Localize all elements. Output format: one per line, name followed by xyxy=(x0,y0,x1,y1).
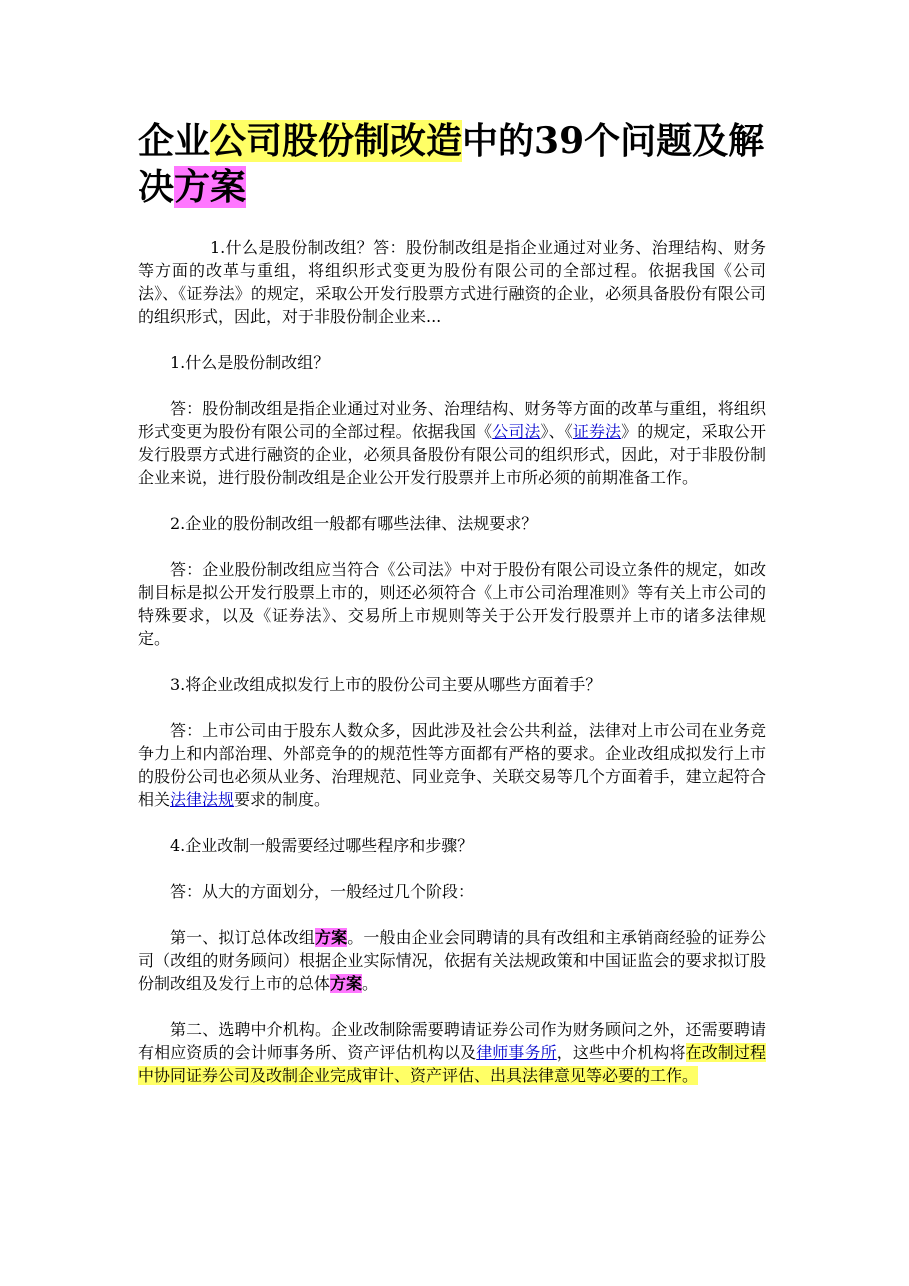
summary-paragraph: 1.什么是股份制改组？答：股份制改组是指企业通过对业务、治理结构、财务等方面的改革与重组，将组织形式变更为股份有限公司的全部过程。依据我国《公司法》、《证券法》的规定，采取公开发行股票方式进行融资的企业，必须具备股份有限公司的组织形式，因此，对于非股份制企业来... xyxy=(138,238,766,326)
answer-3 xyxy=(138,719,766,811)
answer-1-text-2: 》、《 xyxy=(540,422,573,441)
step-2-text-2: ，这些中介机构将 xyxy=(556,1043,686,1062)
document-page xyxy=(138,118,766,1087)
answer-4: 答：从大的方面划分，一般经过几个阶段： xyxy=(170,882,475,901)
securities-law-link[interactable]: 证券法 xyxy=(572,422,622,441)
answer-3-text-2: 要求的制度。 xyxy=(234,790,331,809)
title-part-3: 中的39个问题及解决 xyxy=(138,120,765,208)
step-2-highlight-sentence: 在改制过程中协同证券公司及改制企业完成审计、资产评估、出具法律意见等必要的工作。 xyxy=(138,1043,766,1085)
title-highlight-plan: 方案 xyxy=(174,166,247,208)
step-1-text-2: 。一般由企业会同聘请的具有改组和主承销商经验的证券公司（改组的财务顾问）根据企业实际情况，依据有关法规政策和中国证监会的要求拟订股份制改组及发行上市的总体 xyxy=(138,928,766,993)
step-1-paragraph xyxy=(138,926,766,995)
answer-1-text-3: 》的规定，采取公开发行股票方式进行融资的企业，必须具备股份有限公司的组织形式，因此，对于非股份制企业来说，进行股份制改组是企业公开发行股票并上市所必须的前期准备工作。 xyxy=(138,422,766,487)
question-4: 4.企业改制一般需要经过哪些程序和步骤？ xyxy=(170,836,474,855)
law-firm-link[interactable]: 律师事务所 xyxy=(476,1043,557,1062)
step-2-text-1: 第二、选聘中介机构。企业改制除需要聘请证券公司作为财务顾问之外，还需要聘请有相应资质的会计师事务所、资产评估机构以及 xyxy=(138,1020,766,1062)
company-law-link[interactable]: 公司法 xyxy=(492,422,541,441)
step-2-paragraph xyxy=(138,1018,766,1087)
answer-1 xyxy=(138,397,766,489)
step-1-highlight-plan-1: 方案 xyxy=(315,928,348,947)
document-title xyxy=(138,118,766,210)
title-highlight-company-reform: 公司股份制改造 xyxy=(210,120,463,162)
step-1-highlight-plan-2: 方案 xyxy=(330,974,363,993)
question-3: 3.将企业改组成拟发行上市的股份公司主要从哪些方面着手？ xyxy=(170,675,602,694)
laws-regulations-link[interactable]: 法律法规 xyxy=(170,790,235,809)
answer-1-text-1: 答：股份制改组是指企业通过对业务、治理结构、财务等方面的改革与重组，将组织形式变更为股份有限公司的全部过程。依据我国《 xyxy=(138,399,766,441)
answer-2: 答：企业股份制改组应当符合《公司法》中对于股份有限公司设立条件的规定，如改制目标是拟公开发行股票上市的，则还必须符合《上市公司治理准则》等有关上市公司的特殊要求，以及《证券法》、交易所上市规则等关于公开发行股票并上市的诸多法律规定。 xyxy=(138,560,766,648)
question-2: 2.企业的股份制改组一般都有哪些法律、法规要求？ xyxy=(170,514,538,533)
step-1-text-3: 。 xyxy=(362,974,379,993)
answer-3-text-1: 答：上市公司由于股东人数众多，因此涉及社会公共利益，法律对上市公司在业务竞争力上和内部治理、外部竞争的的规范性等方面都有严格的要求。企业改组成拟发行上市的股份公司也必须从业务、治理规范、同业竞争、关联交易等几个方面着手，建立起符合相关 xyxy=(138,721,766,809)
step-1-text-1: 第一、拟订总体改组 xyxy=(170,928,315,947)
title-part-1: 企业 xyxy=(138,120,211,162)
question-1: 1.什么是股份制改组？ xyxy=(170,353,330,372)
